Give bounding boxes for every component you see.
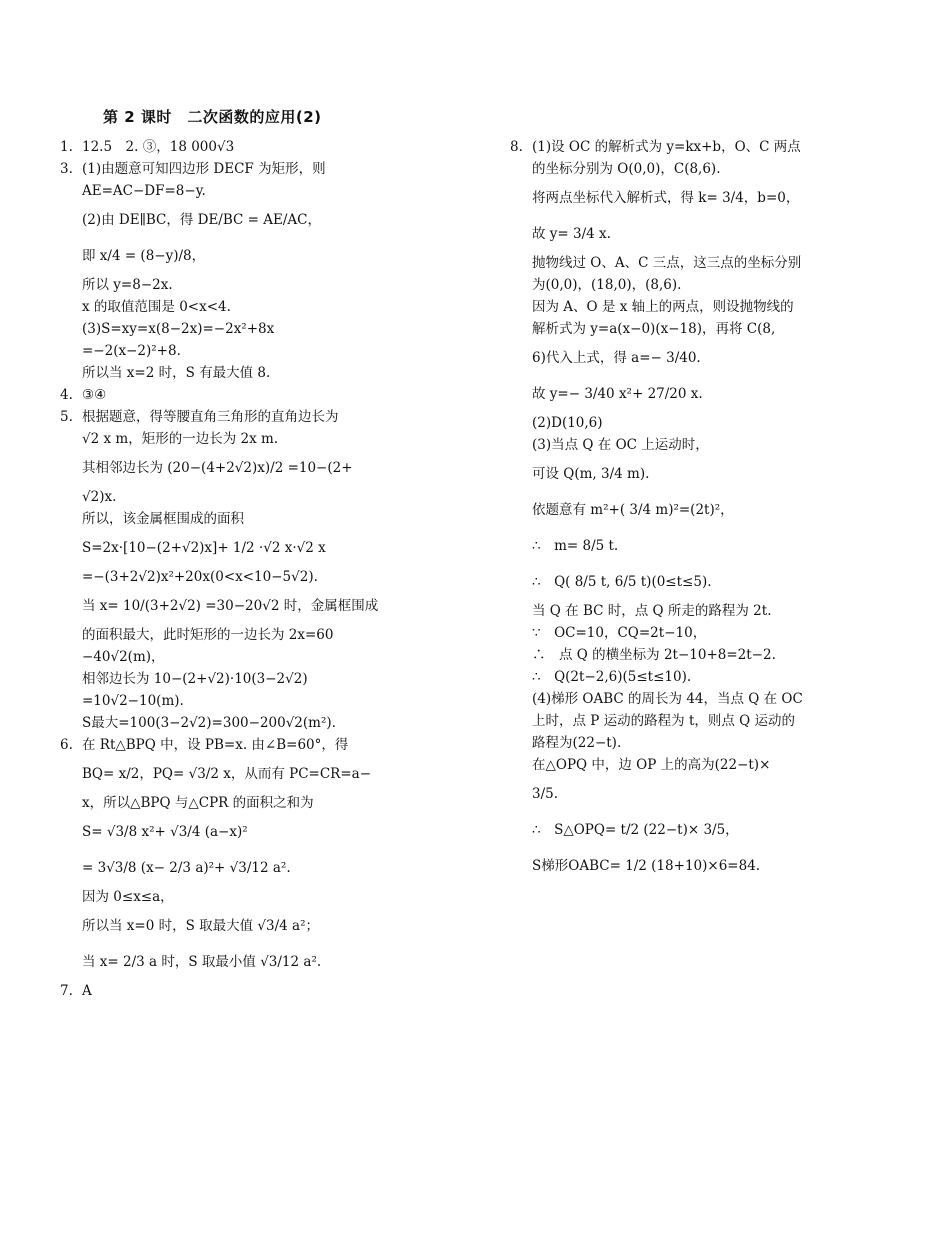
answer-line <box>510 688 850 710</box>
answer-line <box>60 712 390 734</box>
answer-line <box>60 486 390 508</box>
answer-text: 相邻边长为 10−(2+√2)·10(3−2√2) <box>82 671 308 687</box>
answer-line <box>510 252 850 274</box>
answer-text: ③④ <box>82 387 107 403</box>
answer-line <box>60 202 390 238</box>
answer-text: (1)由题意可知四边形 DECF 为矩形，则 <box>82 161 326 177</box>
answer-text: 12.5 2. ③，18 000√3 <box>82 139 235 155</box>
answer-line <box>60 158 390 180</box>
answer-text: 当 x= 2/3 a 时，S 取最小值 √3/12 a². <box>82 954 322 970</box>
answer-line <box>510 274 850 296</box>
answer-line <box>60 588 390 624</box>
answer-text: S最大=100(3−2√2)=300−200√2(m²). <box>82 715 336 731</box>
answer-text: 3/5. <box>532 786 559 802</box>
answer-text: 上时，点 P 运动的路程为 t，则点 Q 运动的 <box>532 713 796 729</box>
answer-text: 所以当 x=0 时，S 取最大值 √3/4 a²； <box>82 918 320 934</box>
answer-line <box>510 180 850 216</box>
answer-line <box>60 566 390 588</box>
question-number: 6. <box>60 737 73 753</box>
answer-line <box>510 158 850 180</box>
answer-text: 可设 Q(m, 3/4 m). <box>532 466 650 482</box>
answer-line <box>60 734 390 756</box>
answer-text: 故 y= 3/4 x. <box>532 226 611 242</box>
answer-line <box>510 216 850 252</box>
answer-line <box>60 508 390 530</box>
answer-line <box>510 812 850 848</box>
answer-text: ∴ 点 Q 的横坐标为 2t−10+8=2t−2. <box>532 647 776 663</box>
answer-text: 所以，该金属框围成的面积 <box>82 511 244 527</box>
answer-text: √2)x. <box>82 489 117 505</box>
answer-text: 依题意有 m²+( 3/4 m)²=(2t)²， <box>532 502 734 518</box>
answer-line <box>510 376 850 412</box>
right-column <box>510 136 850 884</box>
question-number: 3. <box>60 161 73 177</box>
answer-line <box>60 668 390 690</box>
question-number: 1. <box>60 139 73 155</box>
lesson-title: 第 2 课时 二次函数的应用(2) <box>103 108 322 126</box>
answer-line <box>510 644 850 666</box>
answer-line <box>510 412 850 434</box>
answer-line <box>60 180 390 202</box>
answer-line <box>60 886 390 908</box>
answer-text: S=2x·[10−(2+√2)x]+ 1/2 ·√2 x·√2 x <box>82 540 326 556</box>
answer-text: 抛物线过 O、A、C 三点，这三点的坐标分别 <box>532 255 802 271</box>
answer-line <box>510 318 850 340</box>
answer-text: (2)D(10,6) <box>532 415 603 431</box>
answer-line <box>510 666 850 688</box>
answer-text: 其相邻边长为 (20−(4+2√2)x)/2 =10−(2+ <box>82 460 353 476</box>
answer-line <box>60 530 390 566</box>
answer-text: 因为 A、O 是 x 轴上的两点，则设抛物线的 <box>532 299 794 315</box>
answer-text: 6)代入上式，得 a=− 3/40. <box>532 350 701 366</box>
answer-line <box>60 406 390 428</box>
answer-text: ∵ OC=10，CQ=2t−10， <box>532 625 707 641</box>
answer-text: x，所以△BPQ 与△CPR 的面积之和为 <box>82 795 314 811</box>
answer-text: 在△OPQ 中，边 OP 上的高为(22−t)× <box>532 757 771 773</box>
answer-line <box>60 624 390 646</box>
answer-line <box>510 622 850 644</box>
answer-text: 所以当 x=2 时，S 有最大值 8. <box>82 365 271 381</box>
answer-text: 因为 0≤x≤a， <box>82 889 174 905</box>
answer-line <box>60 136 390 158</box>
answer-line <box>60 908 390 944</box>
answer-line <box>510 136 850 158</box>
answer-line <box>60 274 390 296</box>
answer-text: 当 Q 在 BC 时，点 Q 所走的路程为 2t. <box>532 603 772 619</box>
answer-line <box>510 710 850 732</box>
answer-text: 将两点坐标代入解析式，得 k= 3/4，b=0， <box>532 190 800 206</box>
answer-text: 即 x/4 = (8−y)/8， <box>82 248 206 264</box>
answer-line <box>510 564 850 600</box>
answer-text: ∴ Q( 8/5 t, 6/5 t)(0≤t≤5). <box>532 574 712 590</box>
answer-line <box>60 756 390 792</box>
answer-line <box>60 296 390 318</box>
answer-line <box>60 646 390 668</box>
answer-text: (4)梯形 OABC 的周长为 44，当点 Q 在 OC <box>532 691 803 707</box>
answer-line <box>60 318 390 340</box>
answer-text: ∴ m= 8/5 t. <box>532 538 619 554</box>
answer-text: 的面积最大，此时矩形的一边长为 2x=60 <box>82 627 334 643</box>
answer-line <box>60 238 390 274</box>
answer-text: (3)当点 Q 在 OC 上运动时， <box>532 437 709 453</box>
answer-text: (3)S=xy=x(8−2x)=−2x²+8x <box>82 321 275 337</box>
answer-line <box>510 848 850 884</box>
answer-line <box>60 850 390 886</box>
answer-text: =−2(x−2)²+8. <box>82 343 181 359</box>
answer-text: ∴ S△OPQ= t/2 (22−t)× 3/5， <box>532 822 739 838</box>
answer-text: 的坐标分别为 O(0,0)，C(8,6). <box>532 161 721 177</box>
answer-text: AE=AC−DF=8−y. <box>82 183 206 199</box>
answer-text: = 3√3/8 (x− 2/3 a)²+ √3/12 a². <box>82 860 291 876</box>
answer-line <box>60 362 390 384</box>
answer-line <box>510 776 850 812</box>
answer-line <box>510 600 850 622</box>
answer-text: 当 x= 10/(3+2√2) =30−20√2 时，金属框围成 <box>82 598 379 614</box>
answer-text: 在 Rt△BPQ 中，设 PB=x. 由∠B=60°，得 <box>82 737 349 753</box>
answer-text: BQ= x/2，PQ= √3/2 x，从而有 PC=CR=a− <box>82 766 372 782</box>
answer-text: 路程为(22−t). <box>532 735 622 751</box>
answer-line <box>510 296 850 318</box>
answer-line <box>510 528 850 564</box>
answer-line <box>510 340 850 376</box>
left-column <box>60 136 390 1002</box>
answer-text: √2 x m，矩形的一边长为 2x m. <box>82 431 279 447</box>
answer-text: =−(3+2√2)x²+20x(0<x<10−5√2). <box>82 569 318 585</box>
question-number: 4. <box>60 387 73 403</box>
answer-line <box>510 434 850 456</box>
answer-line <box>510 492 850 528</box>
answer-line <box>60 340 390 362</box>
answer-text: S= √3/8 x²+ √3/4 (a−x)² <box>82 824 248 840</box>
answer-text: A <box>82 983 92 999</box>
answer-text: 根据题意，得等腰直角三角形的直角边长为 <box>82 409 339 425</box>
question-number: 8. <box>510 139 523 155</box>
question-number: 7. <box>60 983 73 999</box>
answer-line <box>60 690 390 712</box>
answer-line <box>60 384 390 406</box>
question-number: 5. <box>60 409 73 425</box>
answer-text: 为(0,0)，(18,0)，(8,6). <box>532 277 682 293</box>
answer-line <box>510 456 850 492</box>
answer-text: 故 y=− 3/40 x²+ 27/20 x. <box>532 386 703 402</box>
answer-text: ∴ Q(2t−2,6)(5≤t≤10). <box>532 669 692 685</box>
answer-text: S梯形OABC= 1/2 (18+10)×6=84. <box>532 858 761 874</box>
answer-line <box>510 754 850 776</box>
answer-line <box>60 450 390 486</box>
answer-line <box>60 428 390 450</box>
answer-line <box>60 980 390 1002</box>
answer-text: (1)设 OC 的解析式为 y=kx+b，O、C 两点 <box>532 139 801 155</box>
answer-text: 解析式为 y=a(x−0)(x−18)，再将 C(8, <box>532 321 776 337</box>
answer-line <box>510 732 850 754</box>
answer-text: −40√2(m)， <box>82 649 165 665</box>
answer-line <box>60 944 390 980</box>
answer-line <box>60 814 390 850</box>
answer-text: (2)由 DE∥BC，得 DE/BC = AE/AC， <box>82 212 321 228</box>
answer-line <box>60 792 390 814</box>
answer-text: 所以 y=8−2x. <box>82 277 173 293</box>
answer-text: x 的取值范围是 0<x<4. <box>82 299 231 315</box>
answer-text: =10√2−10(m). <box>82 693 184 709</box>
